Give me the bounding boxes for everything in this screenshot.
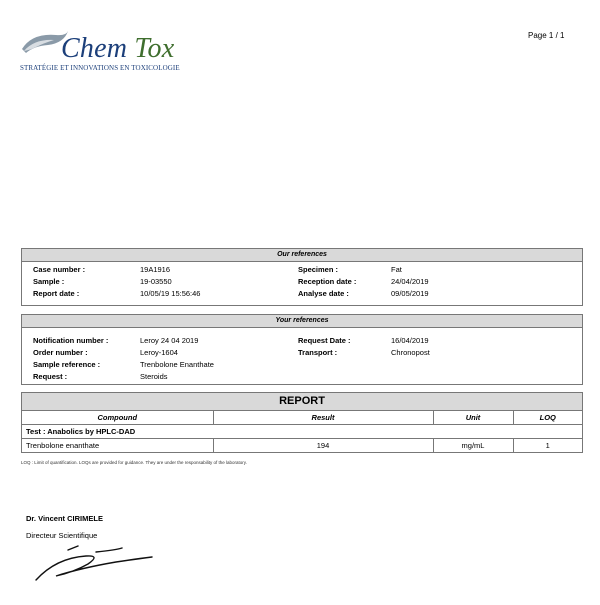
page-number: Page 1 / 1 bbox=[528, 31, 565, 40]
your-references-box bbox=[21, 314, 583, 385]
report-title: REPORT bbox=[22, 393, 582, 411]
request-value: Steroids bbox=[140, 372, 168, 381]
specimen-value: Fat bbox=[391, 265, 402, 274]
transport-label: Transport : bbox=[298, 348, 338, 357]
logo-wordmark: Chem Tox bbox=[61, 33, 175, 64]
request-date-value: 16/04/2019 bbox=[391, 336, 429, 345]
signer-title: Directeur Scientifique bbox=[26, 531, 98, 540]
col-compound: Compound bbox=[22, 411, 213, 425]
report-table bbox=[22, 411, 582, 452]
sample-reference-label: Sample reference : bbox=[33, 360, 101, 369]
loq-cell: 1 bbox=[513, 439, 582, 453]
col-unit: Unit bbox=[433, 411, 513, 425]
your-references-title: Your references bbox=[22, 315, 582, 328]
analyse-date-value: 09/05/2019 bbox=[391, 289, 429, 298]
request-date-label: Request Date : bbox=[298, 336, 351, 345]
test-row bbox=[22, 425, 582, 439]
logo-tagline: STRATÉGIE ET INNOVATIONS EN TOXICOLOGIE bbox=[20, 64, 180, 72]
case-number-label: Case number : bbox=[33, 265, 86, 274]
analyse-date-label: Analyse date : bbox=[298, 289, 349, 298]
signer-name: Dr. Vincent CIRIMELE bbox=[26, 514, 103, 523]
our-references-title: Our references bbox=[22, 249, 582, 262]
notification-number-value: Leroy 24 04 2019 bbox=[140, 336, 199, 345]
report-box bbox=[21, 392, 583, 453]
report-date-label: Report date : bbox=[33, 289, 80, 298]
reception-date-value: 24/04/2019 bbox=[391, 277, 429, 286]
sample-value: 19-03550 bbox=[140, 277, 172, 286]
sample-label: Sample : bbox=[33, 277, 65, 286]
report-date-value: 10/05/19 15:56:46 bbox=[140, 289, 201, 298]
handwritten-signature bbox=[26, 538, 156, 583]
col-loq: LOQ bbox=[513, 411, 582, 425]
table-row bbox=[22, 439, 582, 453]
report-header-row bbox=[22, 411, 582, 425]
reception-date-label: Reception date : bbox=[298, 277, 357, 286]
loq-note: LOQ : Limit of quantification. LOQs are provided for guidance. They are under the responsability of the laboratory. bbox=[21, 460, 247, 465]
our-references-box bbox=[21, 248, 583, 306]
chemtox-logo bbox=[14, 25, 204, 75]
result-cell: 194 bbox=[213, 439, 433, 453]
order-number-value: Leroy-1604 bbox=[140, 348, 178, 357]
col-result: Result bbox=[213, 411, 433, 425]
case-number-value: 19A1916 bbox=[140, 265, 171, 274]
transport-value: Chronopost bbox=[391, 348, 430, 357]
order-number-label: Order number : bbox=[33, 348, 88, 357]
specimen-label: Specimen : bbox=[298, 265, 339, 274]
sample-reference-value: Trenbolone Enanthate bbox=[140, 360, 214, 369]
request-label: Request : bbox=[33, 372, 68, 381]
compound-cell: Trenbolone enanthate bbox=[22, 439, 213, 453]
notification-number-label: Notification number : bbox=[33, 336, 109, 345]
unit-cell: mg/mL bbox=[433, 439, 513, 453]
test-label: Test : Anabolics by HPLC-DAD bbox=[22, 425, 582, 439]
